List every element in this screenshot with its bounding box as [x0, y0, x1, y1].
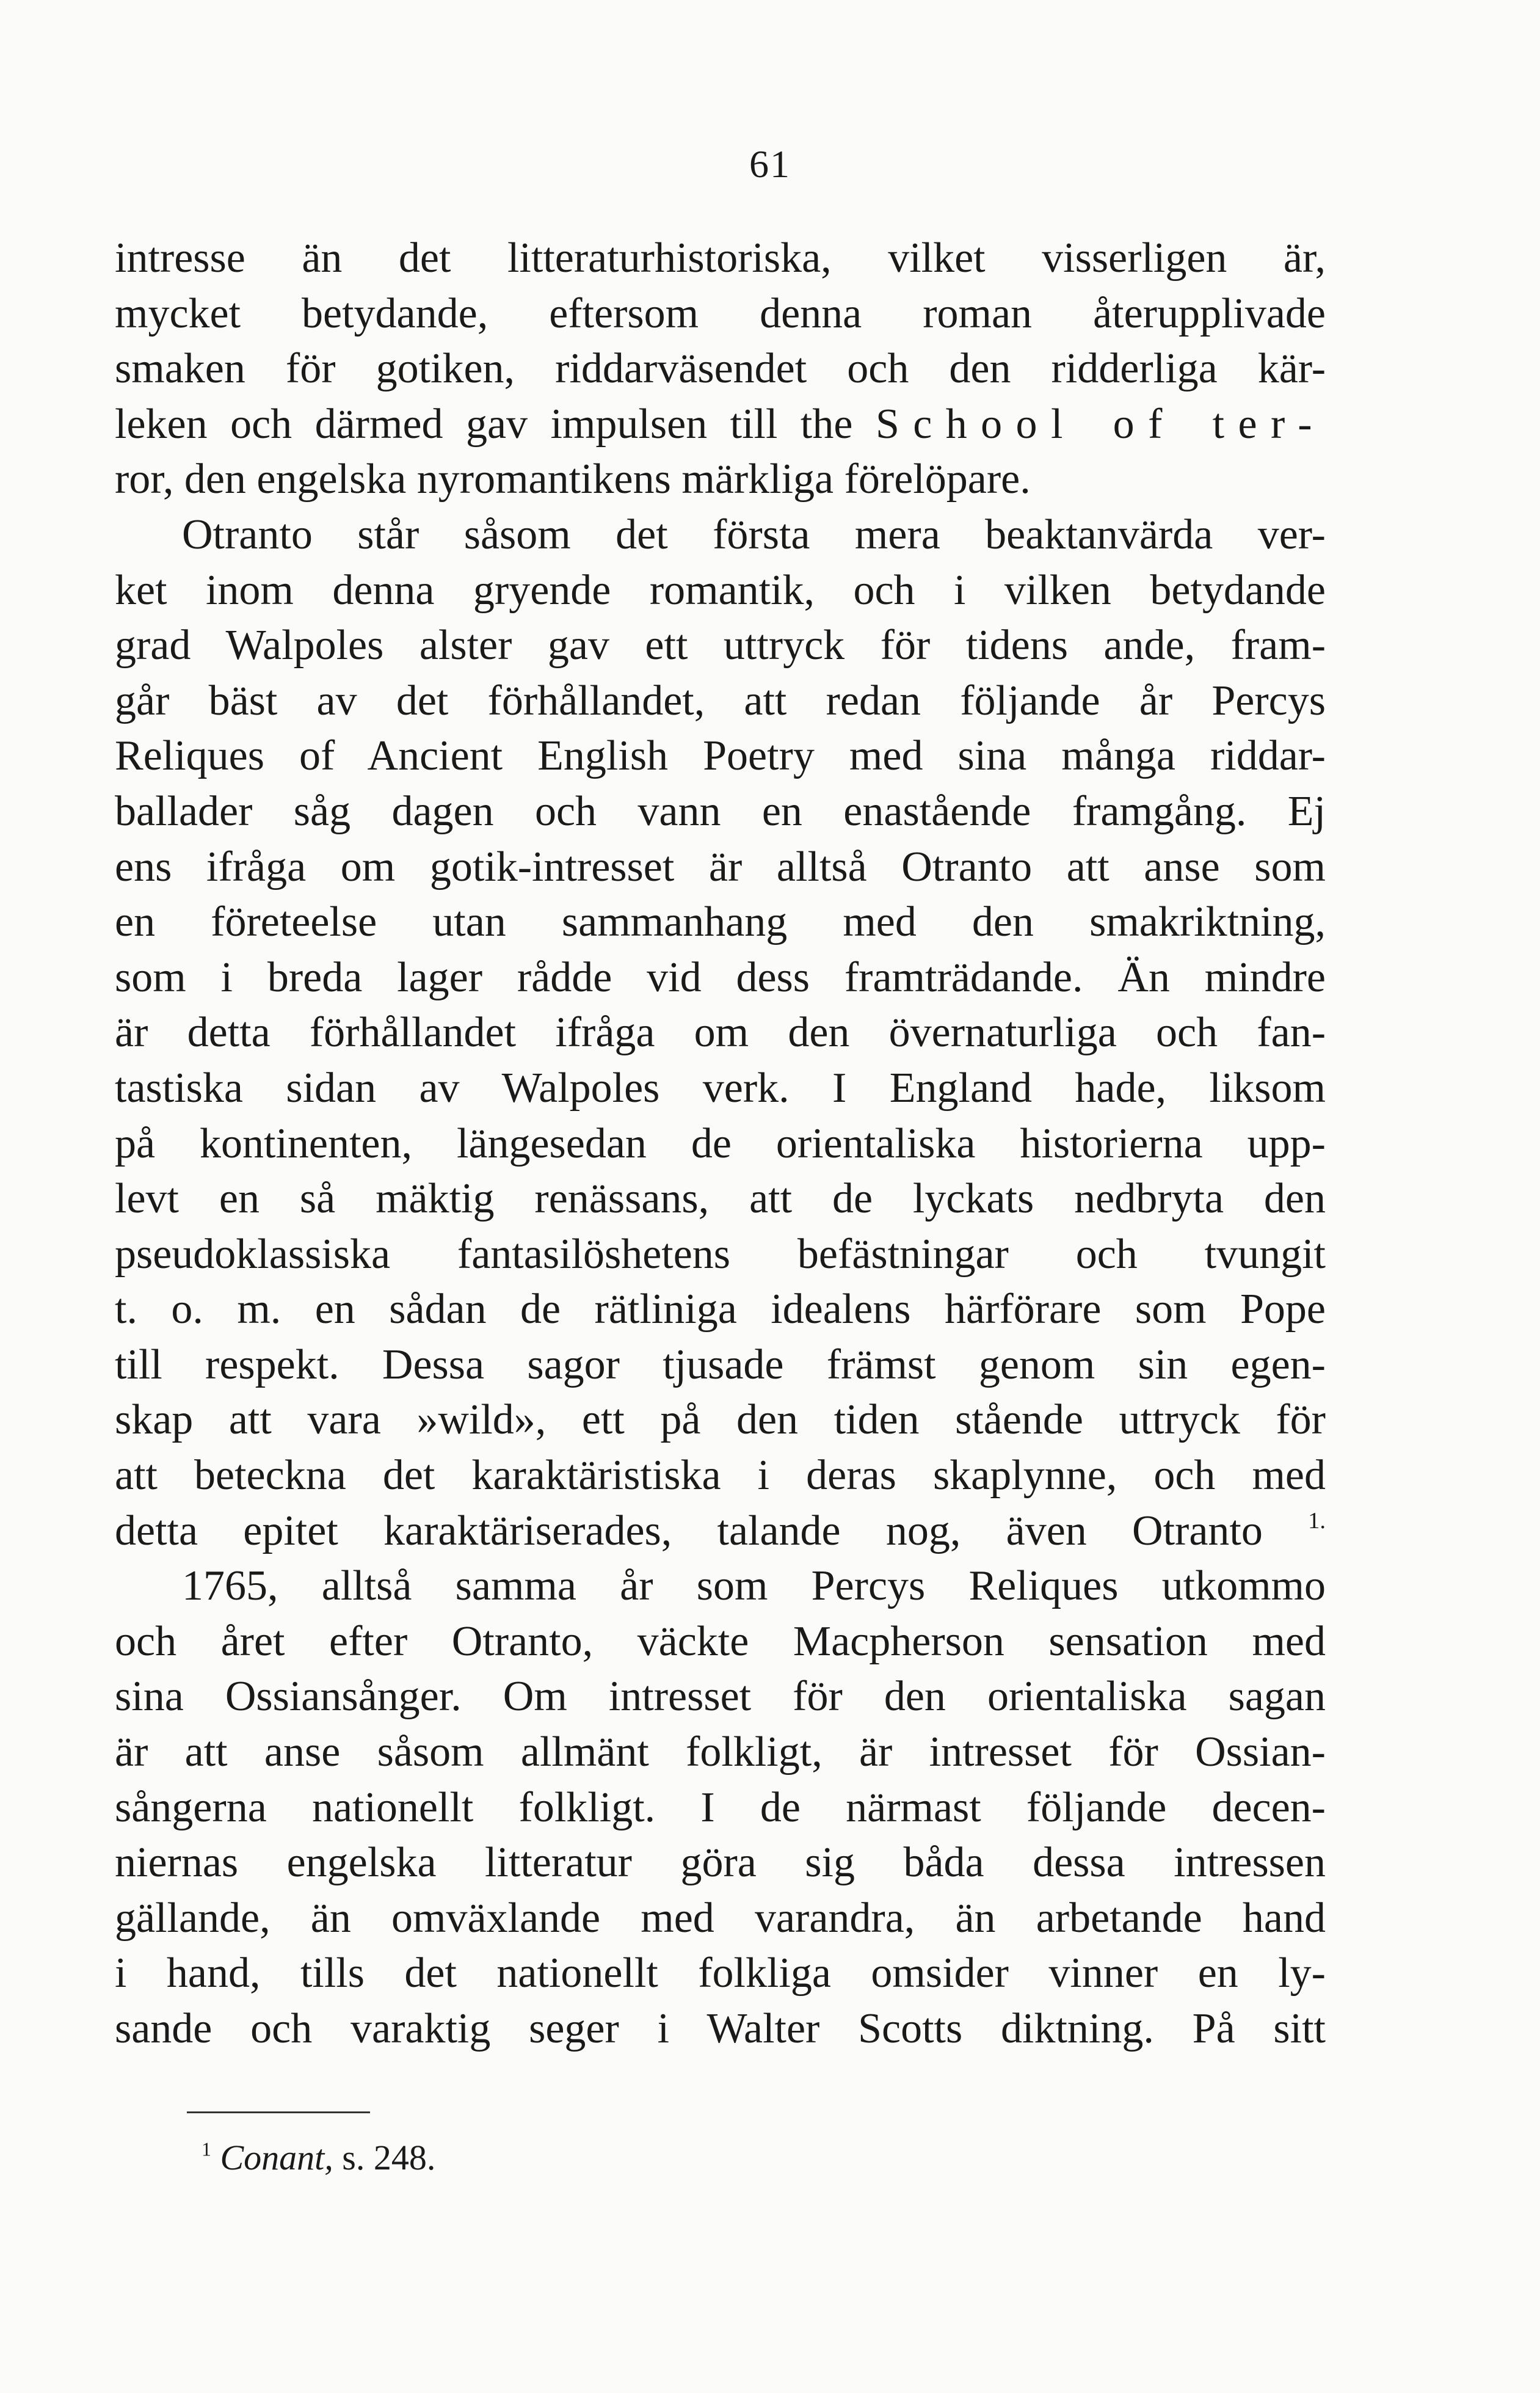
body-text: [115, 231, 1326, 2057]
text-line: mycket betydande, eftersom denna roman återupplivade: [115, 290, 1326, 337]
page-number: 61: [749, 142, 791, 186]
text-line: sande och varaktig seger i Walter Scotts diktning. På sitt: [115, 2005, 1326, 2052]
text-line: ballader såg dagen och vann en enastående framgång. Ej: [115, 787, 1326, 835]
text-line: Otranto står såsom det första mera beaktanvärda ver-: [182, 511, 1326, 558]
text-line-part: detta epitet karaktäriserades, talande nog, även Otranto: [115, 1507, 1263, 1554]
text-line: tastiska sidan av Walpoles verk. I England hade, liksom: [115, 1064, 1326, 1112]
text-line: en företeelse utan sammanhang med den smakriktning,: [115, 898, 1326, 946]
text-line: som i breda lager rådde vid dess framträdande. Än mindre: [115, 953, 1326, 1001]
footnote-reference: 1.: [1308, 1507, 1326, 1534]
text-line: skap att vara »wild», ett på den tiden stående uttryck för: [115, 1396, 1326, 1444]
text-line: går bäst av det förhållandet, att redan följande år Percys: [115, 677, 1326, 724]
text-line: är att anse såsom allmänt folkligt, är intresset för Ossian-: [115, 1728, 1326, 1776]
text-line: ror, den engelska nyromantikens märkliga förelöpare.: [115, 456, 1031, 503]
text-line: intresse än det litteraturhistoriska, vilket visserligen är,: [115, 235, 1326, 282]
footnote-text: s. 248.: [342, 2138, 436, 2177]
text-line: att beteckna det karaktäristiska i deras skaplynne, och med: [115, 1452, 1326, 1499]
text-line: t. o. m. en sådan de rätliniga idealens härförare som Pope: [115, 1286, 1326, 1333]
text-line: smaken för gotiken, riddarväsendet och den ridderliga kär-: [115, 345, 1326, 393]
text-line: sångerna nationellt folkligt. I de närmast följande decen-: [115, 1783, 1326, 1831]
footnote: [202, 2133, 435, 2182]
text-line: på kontinenten, längesedan de orientaliska historierna upp-: [115, 1120, 1326, 1167]
text-line: i hand, tills det nationellt folkliga omsider vinner en ly-: [115, 1950, 1326, 1997]
text-line: ket inom denna gryende romantik, och i vilken betydande: [115, 566, 1326, 614]
footnote-marker: 1: [202, 2138, 211, 2160]
text-line: 1765, alltså samma år som Percys Reliques utkommo: [182, 1562, 1326, 1610]
text-line: ens ifråga om gotik-intresset är alltså Otranto att anse som: [115, 843, 1326, 891]
footnote-separator: [187, 2111, 370, 2113]
text-line: [115, 1504, 1326, 1559]
text-line: niernas engelska litteratur göra sig båda dessa intressen: [115, 1839, 1326, 1887]
text-line: grad Walpoles alster gav ett uttryck för tidens ande, fram-: [115, 622, 1326, 669]
text-line: är detta förhållandet ifråga om den övernaturliga och fan-: [115, 1009, 1326, 1057]
text-line: till respekt. Dessa sagor tjusade främst genom sin egen-: [115, 1341, 1326, 1388]
text-line: levt en så mäktig renässans, att de lyckats nedbryta den: [115, 1175, 1326, 1223]
text-line: [115, 397, 1326, 453]
text-line: pseudoklassiska fantasilöshetens befästningar och tvungit: [115, 1230, 1326, 1278]
text-line: gällande, än omväxlande med varandra, än arbetande hand: [115, 1894, 1326, 1942]
text-line: Reliques of Ancient English Poetry med sina många riddar-: [115, 732, 1326, 780]
footnote-author: Conant,: [220, 2138, 333, 2177]
spaced-phrase: School of ter-: [875, 400, 1326, 448]
text-line: sina Ossiansånger. Om intresset för den orientaliska sagan: [115, 1673, 1326, 1721]
text-line-part: leken och därmed gav impulsen till the: [115, 400, 853, 448]
text-line: och året efter Otranto, väckte Macpherson sensation med: [115, 1617, 1326, 1665]
